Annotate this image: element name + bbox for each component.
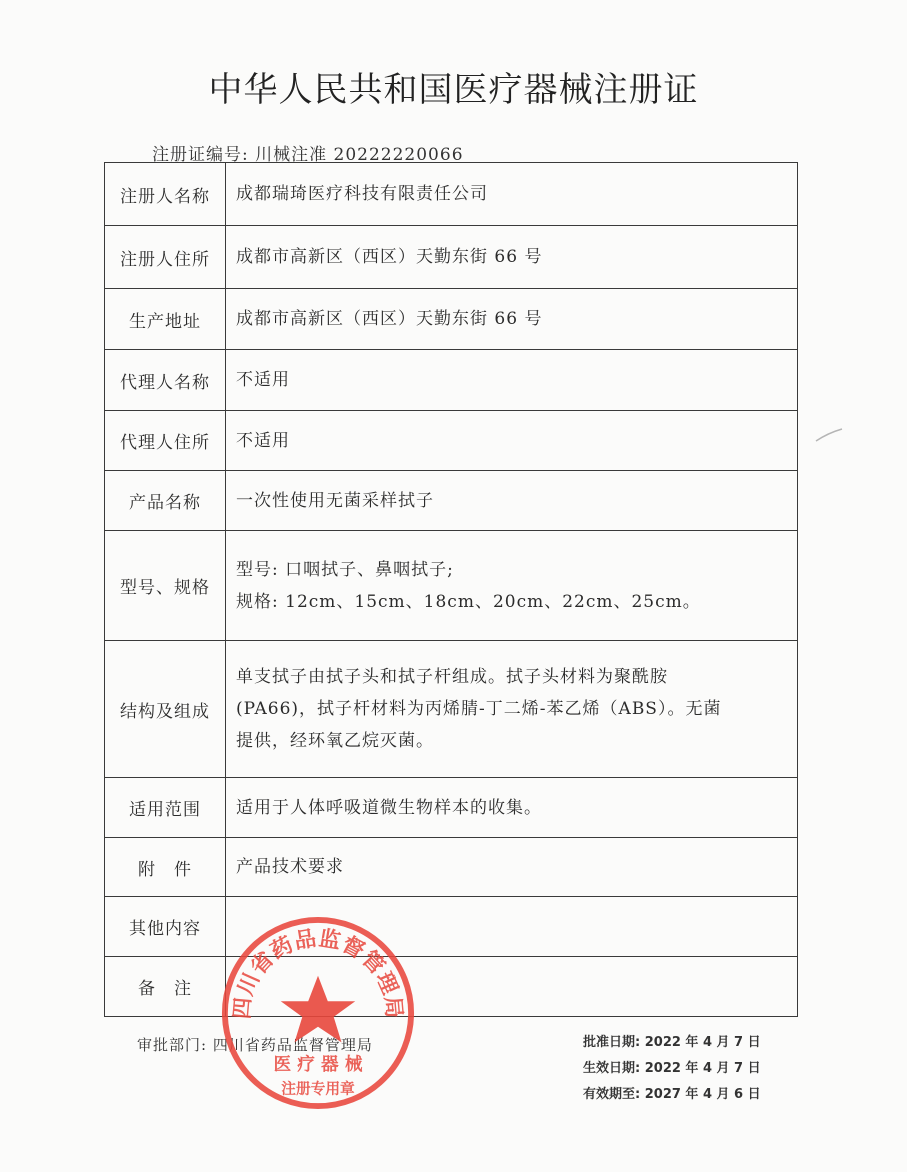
spec-line: 规格: 12cm、15cm、18cm、20cm、22cm、25cm。	[236, 591, 701, 612]
model-line: 型号: 口咽拭子、鼻咽拭子;	[236, 559, 454, 580]
seal-star-icon	[281, 976, 355, 1043]
row-label: 结构及组成	[105, 641, 226, 778]
table-row	[105, 289, 798, 350]
table-row	[105, 838, 798, 897]
table-row	[105, 897, 798, 957]
row-label: 型号、规格	[105, 531, 226, 641]
row-value: 成都市高新区（西区）天勤东街 66 号	[226, 289, 798, 350]
certificate-table	[104, 162, 798, 1017]
table-row	[105, 531, 798, 641]
table-row	[105, 957, 798, 1017]
structure-line: 单支拭子由拭子头和拭子杆组成。拭子头材料为聚酰胺	[236, 667, 668, 687]
document-title: 中华人民共和国医疗器械注册证	[208, 70, 699, 110]
row-label: 代理人名称	[105, 350, 226, 411]
pen-mark	[814, 425, 844, 445]
row-label: 附 件	[105, 838, 226, 897]
expiry-date: 有效期至: 2027 年 4 月 6 日	[583, 1087, 761, 1102]
row-value: 成都瑞琦医疗科技有限责任公司	[226, 163, 798, 226]
seal-line-1: 医 疗 器 械	[273, 1054, 363, 1075]
approval-date: 批准日期: 2022 年 4 月 7 日	[583, 1035, 761, 1050]
row-label: 备 注	[105, 957, 226, 1017]
row-label: 代理人住所	[105, 411, 226, 471]
registration-number: 注册证编号: 川械注准 20222220066	[152, 145, 464, 165]
row-label: 适用范围	[105, 778, 226, 838]
structure-line: (PA66)，拭子杆材料为丙烯腈-丁二烯-苯乙烯（ABS）。无菌	[236, 699, 722, 719]
row-value: 一次性使用无菌采样拭子	[226, 471, 798, 531]
structure-line: 提供，经环氧乙烷灭菌。	[236, 731, 434, 751]
table-row	[105, 411, 798, 471]
table-row	[105, 163, 798, 226]
row-label: 产品名称	[105, 471, 226, 531]
table-row	[105, 778, 798, 838]
approval-department: 审批部门: 四川省药品监督管理局	[137, 1036, 373, 1054]
table-row	[105, 471, 798, 531]
row-value: 不适用	[226, 350, 798, 411]
effective-date: 生效日期: 2022 年 4 月 7 日	[583, 1061, 761, 1076]
row-label: 注册人住所	[105, 226, 226, 289]
official-seal	[220, 915, 416, 1111]
row-label: 其他内容	[105, 897, 226, 957]
row-value: 不适用	[226, 411, 798, 471]
table-row	[105, 641, 798, 778]
row-value: 成都市高新区（西区）天勤东街 66 号	[226, 226, 798, 289]
row-value	[226, 641, 798, 778]
row-value	[226, 531, 798, 641]
seal-line-2: 注册专用章	[281, 1080, 355, 1098]
row-value: 产品技术要求	[226, 838, 798, 897]
seal-arc-text: 四川省药品监督管理局	[229, 926, 407, 1021]
table-row	[105, 226, 798, 289]
table-row	[105, 350, 798, 411]
row-label: 生产地址	[105, 289, 226, 350]
dates-block	[583, 1030, 761, 1108]
row-label: 注册人名称	[105, 163, 226, 226]
row-value: 适用于人体呼吸道微生物样本的收集。	[226, 778, 798, 838]
